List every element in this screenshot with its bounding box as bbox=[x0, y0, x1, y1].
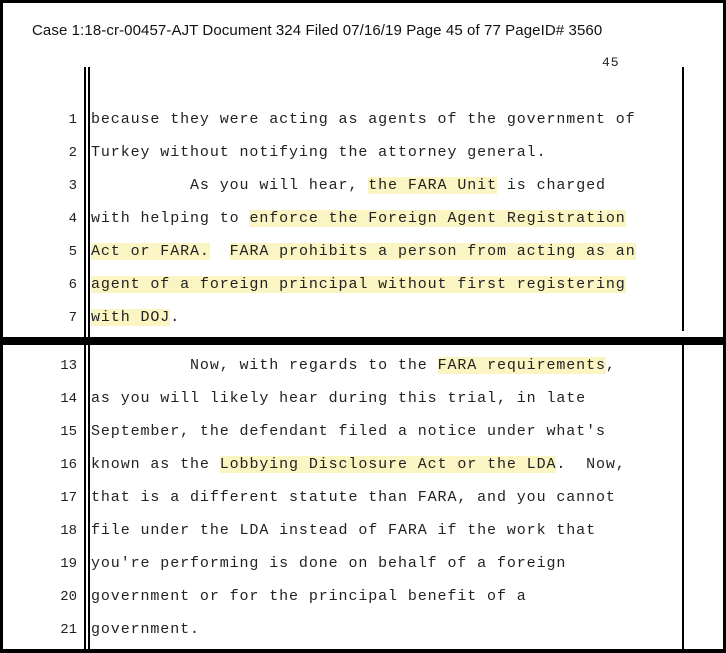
text-segment: As you will hear, bbox=[91, 177, 369, 194]
line-text bbox=[91, 453, 626, 477]
line-number: 1 bbox=[68, 112, 77, 128]
transcript-line bbox=[3, 306, 723, 330]
text-segment: file under the LDA instead of FARA if the work that bbox=[91, 522, 596, 539]
transcript-line bbox=[3, 240, 723, 264]
transcript-line bbox=[3, 108, 723, 132]
transcript-line bbox=[3, 387, 723, 411]
line-number: 16 bbox=[60, 457, 77, 473]
line-text bbox=[91, 486, 616, 510]
transcript-line bbox=[3, 273, 723, 297]
transcript-line bbox=[3, 618, 723, 642]
transcript-line bbox=[3, 552, 723, 576]
line-number: 19 bbox=[60, 556, 77, 572]
line-number: 4 bbox=[68, 211, 77, 227]
line-text bbox=[91, 519, 596, 543]
highlighted-text: Act or FARA. bbox=[91, 243, 210, 260]
line-number: 15 bbox=[60, 424, 77, 440]
line-number: 14 bbox=[60, 391, 77, 407]
text-segment: because they were acting as agents of the government of bbox=[91, 111, 636, 128]
case-caption: Case 1:18-cr-00457-AJT Document 324 Filed 07/16/19 Page 45 of 77 PageID# 3560 bbox=[32, 22, 603, 39]
line-text bbox=[91, 354, 616, 378]
transcript-line bbox=[3, 141, 723, 165]
transcript-line bbox=[3, 354, 723, 378]
line-number: 17 bbox=[60, 490, 77, 506]
line-number: 18 bbox=[60, 523, 77, 539]
line-number: 13 bbox=[60, 358, 77, 374]
highlighted-text: with DOJ bbox=[91, 309, 171, 326]
transcript-line bbox=[3, 585, 723, 609]
transcript-line bbox=[3, 519, 723, 543]
line-text bbox=[91, 420, 606, 444]
line-number: 6 bbox=[68, 277, 77, 293]
line-text bbox=[91, 108, 636, 132]
line-number: 7 bbox=[68, 310, 77, 326]
transcript-panel-bottom bbox=[3, 345, 723, 649]
text-segment: September, the defendant filed a notice under what's bbox=[91, 423, 606, 440]
text-segment: , bbox=[605, 357, 616, 374]
transcript-panel-top bbox=[3, 3, 723, 337]
line-text bbox=[91, 207, 626, 231]
transcript-line bbox=[3, 174, 723, 198]
line-text bbox=[91, 585, 527, 609]
line-number: 5 bbox=[68, 244, 77, 260]
highlighted-text: FARA prohibits a person from acting as an bbox=[229, 243, 636, 260]
text-segment: . Now, bbox=[556, 456, 626, 473]
highlighted-text: the FARA Unit bbox=[368, 177, 497, 194]
text-segment: you're performing is done on behalf of a foreign bbox=[91, 555, 567, 572]
text-segment: . bbox=[170, 309, 181, 326]
text-segment: with helping to bbox=[91, 210, 250, 227]
highlighted-text: Lobbying Disclosure Act or the LDA bbox=[219, 456, 557, 473]
text-segment: government or for the principal benefit of a bbox=[91, 588, 527, 605]
transcript-line bbox=[3, 207, 723, 231]
line-text bbox=[91, 141, 546, 165]
transcript-line bbox=[3, 453, 723, 477]
text-segment: as you will likely hear during this trial, in late bbox=[91, 390, 587, 407]
text-segment: Now, with regards to the bbox=[91, 357, 438, 374]
highlighted-text: enforce the Foreign Agent Registration bbox=[249, 210, 626, 227]
line-number: 2 bbox=[68, 145, 77, 161]
line-text bbox=[91, 240, 636, 264]
line-text bbox=[91, 552, 566, 576]
line-text bbox=[91, 174, 606, 198]
transcript-line bbox=[3, 420, 723, 444]
line-text bbox=[91, 273, 626, 297]
text-segment bbox=[210, 243, 230, 260]
line-number: 21 bbox=[60, 622, 77, 638]
line-number: 3 bbox=[68, 178, 77, 194]
transcript-line bbox=[3, 486, 723, 510]
text-segment: that is a different statute than FARA, and you cannot bbox=[91, 489, 616, 506]
highlighted-text: FARA requirements bbox=[437, 357, 606, 374]
text-segment: is charged bbox=[496, 177, 606, 194]
text-segment: Turkey without notifying the attorney general. bbox=[91, 144, 547, 161]
text-segment: known as the bbox=[91, 456, 220, 473]
line-text bbox=[91, 306, 180, 330]
line-text bbox=[91, 618, 200, 642]
text-segment: government. bbox=[91, 621, 200, 638]
line-text bbox=[91, 387, 586, 411]
page-number: 45 bbox=[602, 55, 620, 70]
highlighted-text: agent of a foreign principal without first registering bbox=[91, 276, 626, 293]
line-number: 20 bbox=[60, 589, 77, 605]
